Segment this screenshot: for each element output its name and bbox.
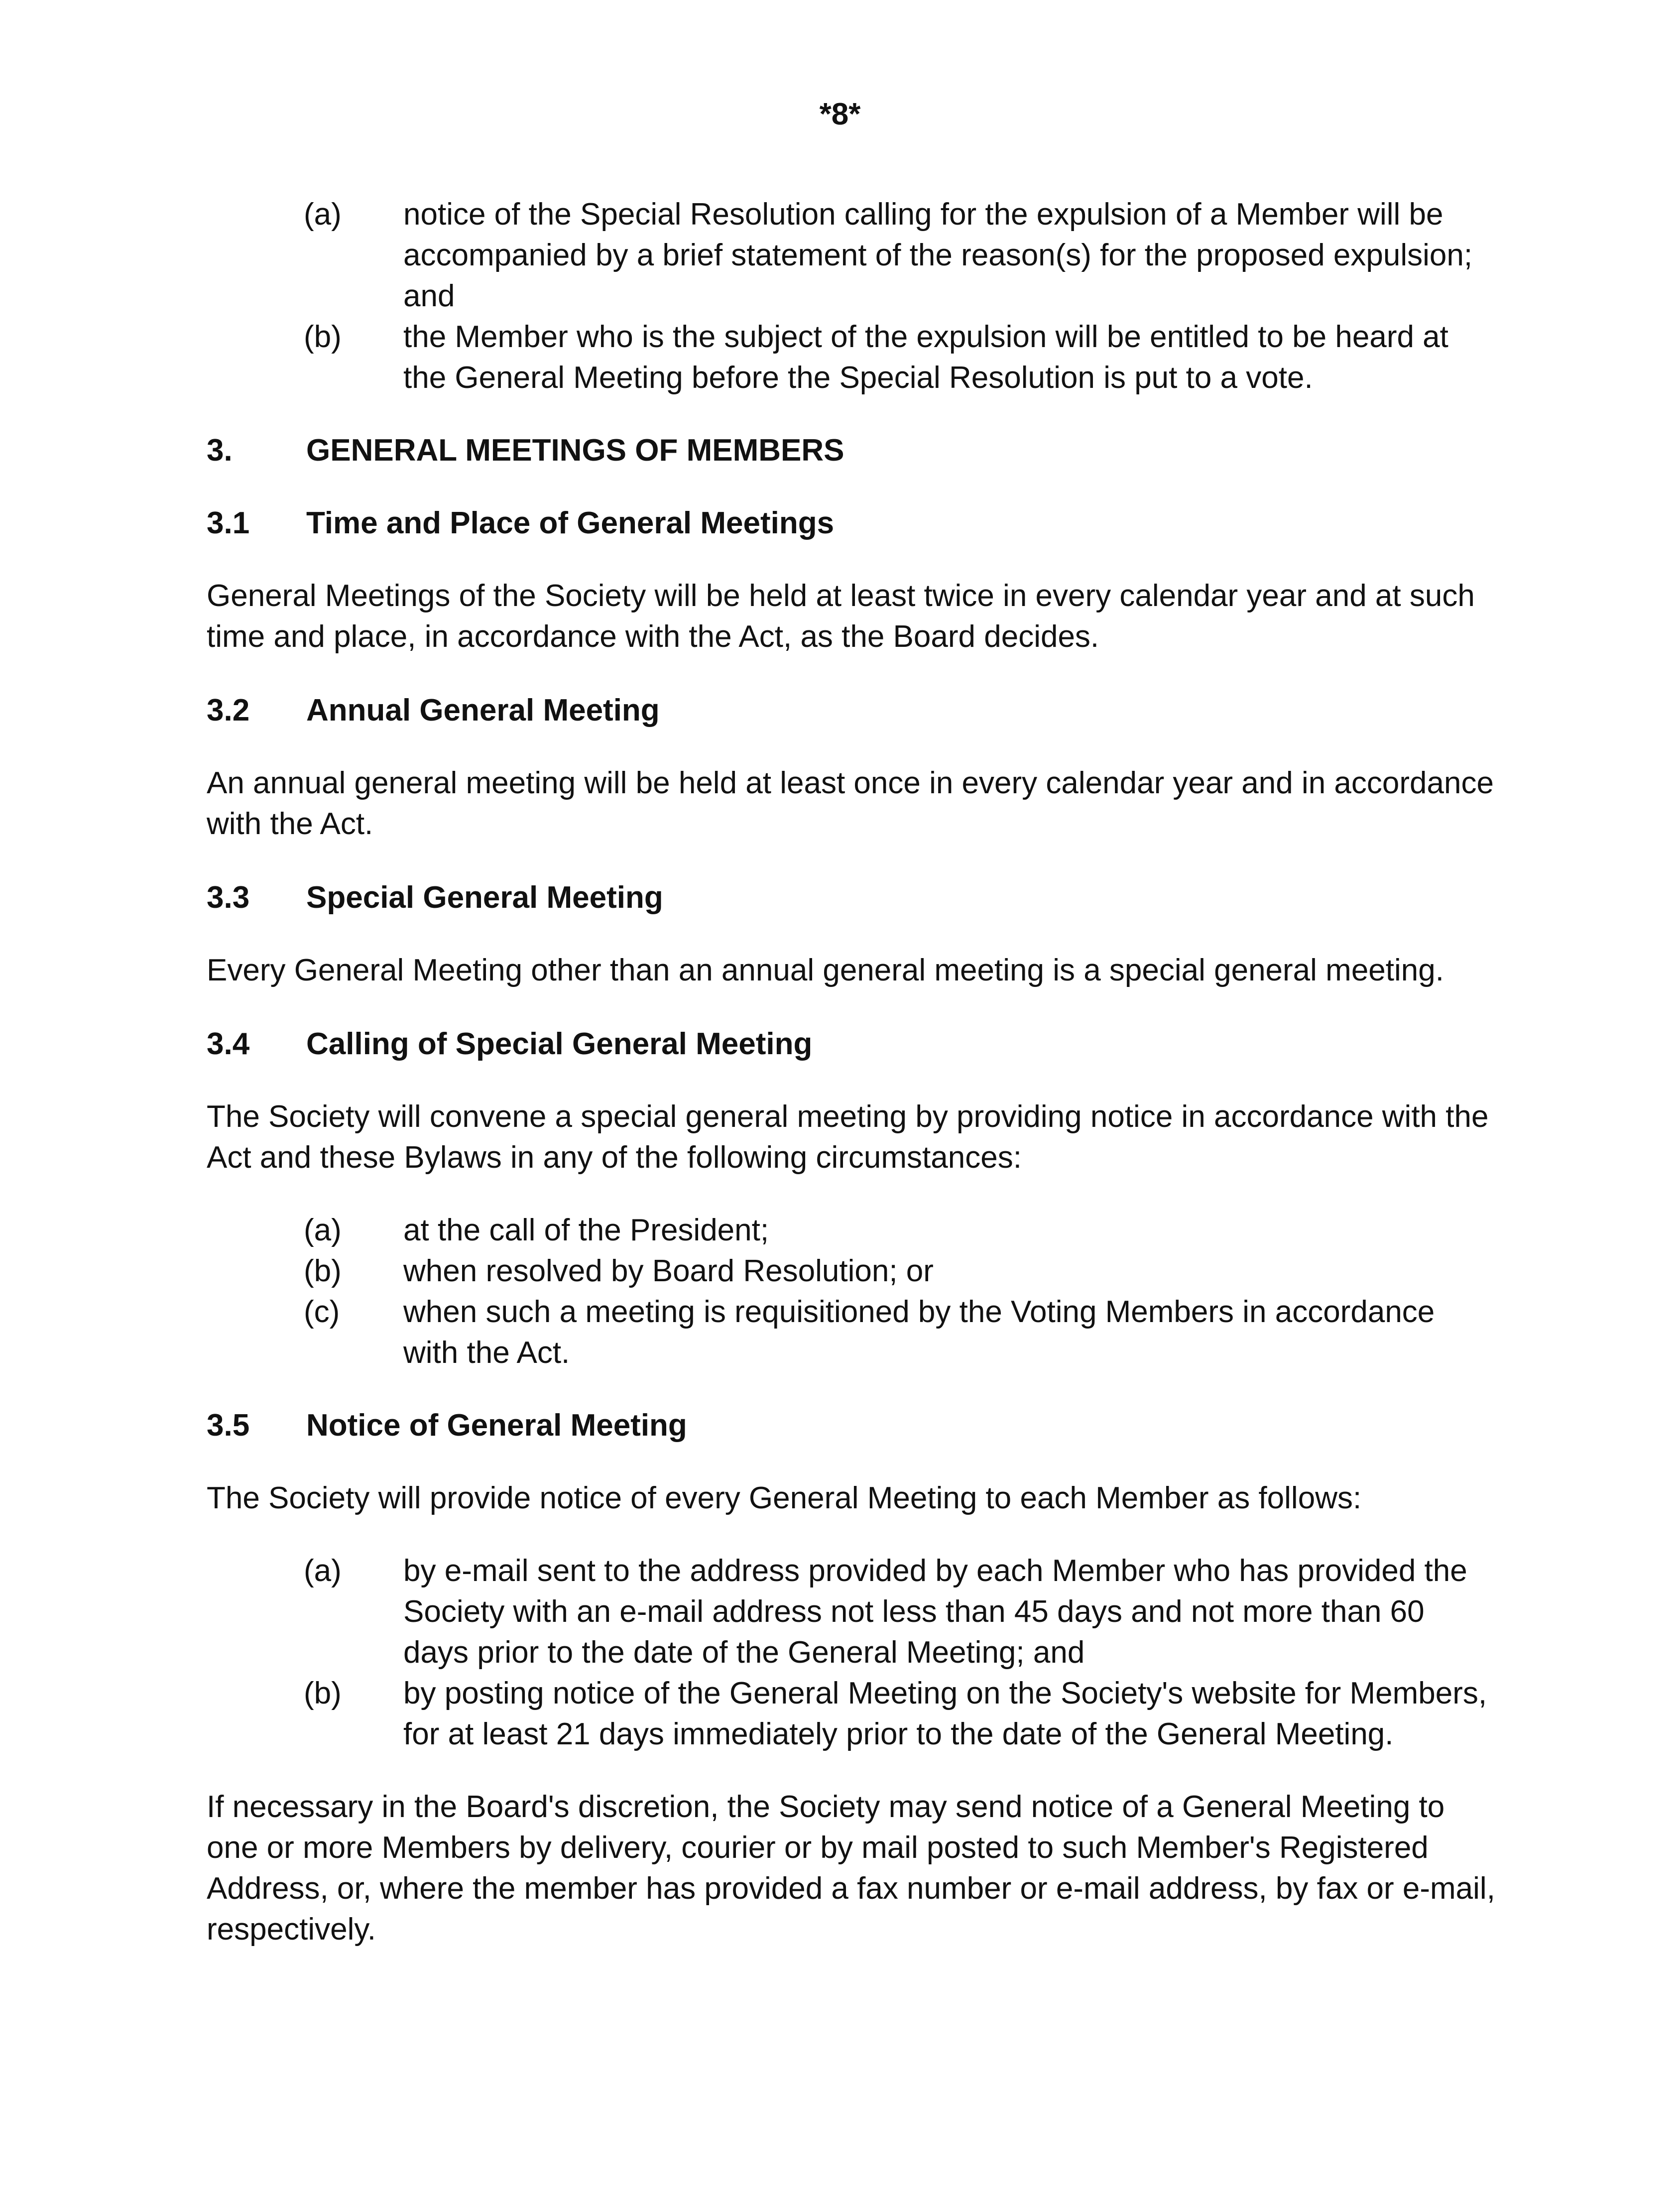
list-item xyxy=(304,1551,1496,1673)
section-number: 3. xyxy=(207,433,233,468)
section-heading xyxy=(207,430,1496,471)
list-marker: (b) xyxy=(304,1676,342,1710)
subsection-heading-3-1 xyxy=(207,503,1496,544)
list-item-text: when such a meeting is requisitioned by the Voting Members in accordance with the Act. xyxy=(403,1295,1435,1370)
paragraph: The Society will convene a special general meeting by providing notice in accordance with the Act and these Bylaws in any of the following circumstances: xyxy=(207,1099,1489,1175)
subsection-heading-3-3 xyxy=(207,877,1496,918)
list-marker: (c) xyxy=(304,1295,340,1329)
subsection-title: Time and Place of General Meetings xyxy=(306,506,835,540)
section-title: GENERAL MEETINGS OF MEMBERS xyxy=(306,433,844,468)
subsection-number: 3.2 xyxy=(207,693,250,728)
subsection-number: 3.3 xyxy=(207,880,250,915)
circumstances-list xyxy=(304,1210,1496,1373)
subsection-number: 3.1 xyxy=(207,506,250,540)
subsection-title: Notice of General Meeting xyxy=(306,1408,687,1443)
paragraph: General Meetings of the Society will be held at least twice in every calendar year and at such time and place, in accordance with the Act, as the Board decides. xyxy=(207,579,1475,654)
list-item xyxy=(304,317,1496,398)
list-item xyxy=(304,1673,1496,1755)
list-item-text: by e-mail sent to the address provided by each Member who has provided the Society with an e-mail address not less than 45 days and not more than 60 days prior to the date of the General Meeting; and xyxy=(403,1554,1467,1670)
subsection-title: Calling of Special General Meeting xyxy=(306,1027,813,1061)
paragraph: An annual general meeting will be held at least once in every calendar year and in accordance with the Act. xyxy=(207,766,1494,841)
subsection-title: Special General Meeting xyxy=(306,880,663,915)
list-item xyxy=(304,1210,1496,1251)
subsection-number: 3.4 xyxy=(207,1027,250,1061)
paragraph: Every General Meeting other than an annual general meeting is a special general meeting. xyxy=(207,953,1444,987)
list-marker: (a) xyxy=(304,1213,342,1247)
list-marker: (a) xyxy=(304,197,342,232)
subsection-number: 3.5 xyxy=(207,1408,250,1443)
list-item-text: notice of the Special Resolution calling for the expulsion of a Member will be accompanied by a brief statement of the reason(s) for the proposed expulsion; and xyxy=(403,197,1473,313)
paragraph: The Society will provide notice of every General Meeting to each Member as follows: xyxy=(207,1481,1362,1515)
subsection-heading-3-5 xyxy=(207,1405,1496,1446)
list-item xyxy=(304,1251,1496,1292)
subsection-title: Annual General Meeting xyxy=(306,693,660,728)
list-marker: (b) xyxy=(304,320,342,354)
page-content xyxy=(207,194,1496,1950)
list-marker: (b) xyxy=(304,1254,342,1288)
subsection-heading-3-4 xyxy=(207,1024,1496,1065)
list-item-text: the Member who is the subject of the expulsion will be entitled to be heard at the General Meeting before the Special Resolution is put to a vote. xyxy=(403,320,1448,395)
paragraph: If necessary in the Board's discretion, the Society may send notice of a General Meeting to one or more Members by delivery, courier or by mail posted to such Member's Registered Address, or, where the member has provided a fax number or e-mail address, by fax or e-mail, respectively. xyxy=(207,1790,1495,1947)
subsection-heading-3-2 xyxy=(207,690,1496,731)
notice-methods-list xyxy=(304,1551,1496,1755)
list-item-text: at the call of the President; xyxy=(403,1213,769,1247)
list-marker: (a) xyxy=(304,1554,342,1588)
page-number: *8* xyxy=(819,97,861,131)
list-item-text: when resolved by Board Resolution; or xyxy=(403,1254,934,1288)
list-item-text: by posting notice of the General Meeting on the Society's website for Members, for at least 21 days immediately prior to the date of the General Meeting. xyxy=(403,1676,1487,1751)
expulsion-conditions-list xyxy=(304,194,1496,398)
list-item xyxy=(304,1292,1496,1373)
list-item xyxy=(304,194,1496,317)
